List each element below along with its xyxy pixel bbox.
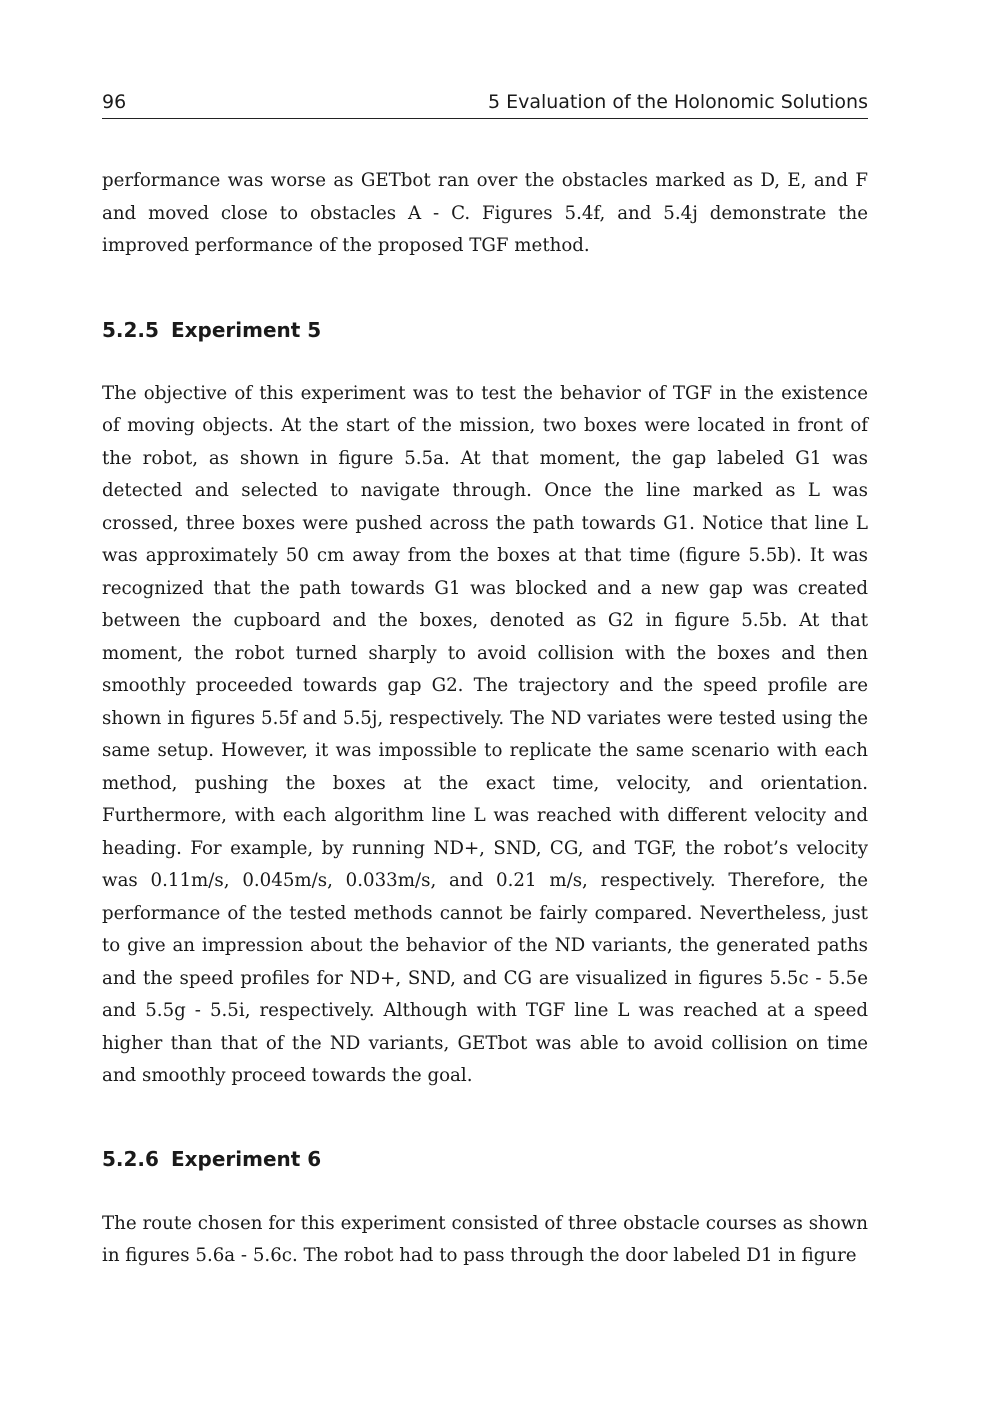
section-heading-experiment-6 xyxy=(102,1144,868,1174)
running-header xyxy=(102,88,868,119)
chapter-title: 5 Evaluation of the Holonomic Solutions xyxy=(487,91,868,113)
section-number: 5.2.5 xyxy=(102,317,159,342)
page-body xyxy=(102,165,868,1273)
section-title: Experiment 5 xyxy=(170,317,322,342)
section-heading-experiment-5 xyxy=(102,315,868,345)
section-number: 5.2.6 xyxy=(102,1146,159,1171)
paragraph-experiment-5: The objective of this experiment was to test the behavior of TGF in the existence of moving objects. At the start of the mission, two boxes were located in front of the robot, as shown in figure 5.5a. At that moment, the gap labeled G1 was detected and selected to navigate through. Once the line marked as L was crossed, three boxes were pushed across the path towards G1. Notice that line L was approximately 50 cm away from the boxes at that time (figure 5.5b). It was recognized that the path towards G1 was blocked and a new gap was created between the cupboard and the boxes, denoted as G2 in figure 5.5b. At that moment, the robot turned sharply to avoid collision with the boxes and then smoothly proceeded towards gap G2. The trajectory and the speed profile are shown in figures 5.5f and 5.5j, respectively. The ND variates were tested using the same setup. However, it was impossible to replicate the same scenario with each method, pushing the boxes at the exact time, velocity, and orientation. Furthermore, with each algorithm line L was reached with different velocity and heading. For example, by running ND+, SND, CG, and TGF, the robot’s velocity was 0.11m/s, 0.045m/s, 0.033m/s, and 0.21 m/s, respectively. Therefore, the performance of the tested methods cannot be fairly compared. Nevertheless, just to give an impression about the behavior of the ND variants, the generated paths and the speed profiles for ND+, SND, and CG are visualized in figures 5.5c - 5.5e and 5.5g - 5.5i, respectively. Although with TGF line L was reached at a speed higher than that of the ND variants, GETbot was able to avoid collision on time and smoothly proceed towards the goal. xyxy=(102,382,868,1086)
section-title: Experiment 6 xyxy=(170,1146,322,1171)
page-number: 96 xyxy=(102,91,127,113)
paragraph-intro: performance was worse as GETbot ran over the obstacles marked as D, E, and F and moved close to obstacles A - C. Figures 5.4f, and 5.4j demonstrate the improved performance of the proposed TGF method. xyxy=(102,170,868,256)
paragraph-experiment-6: The route chosen for this experiment consisted of three obstacle courses as shown in figures 5.6a - 5.6c. The robot had to pass through the door labeled D1 in figure xyxy=(102,1212,868,1266)
